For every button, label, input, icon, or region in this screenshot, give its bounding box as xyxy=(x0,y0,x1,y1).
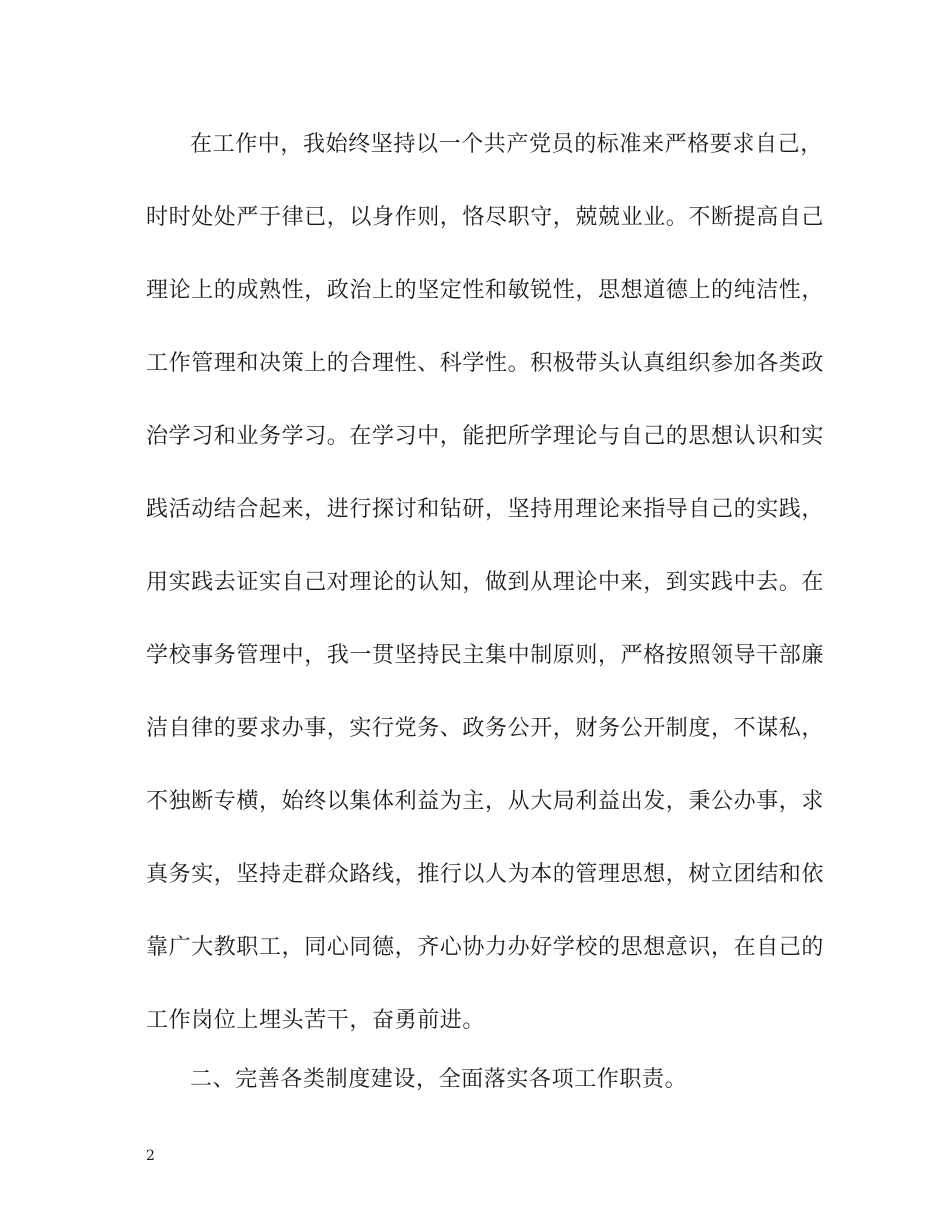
paragraph-line: 用实践去证实自己对理论的认知，做到从理论中来，到实践中去。在 xyxy=(146,570,825,595)
paragraph-line: 洁自律的要求办事，实行党务、政务公开，财务公开制度，不谋私， xyxy=(146,716,825,741)
paragraph-line: 不独断专横，始终以集体利益为主，从大局利益出发，秉公办事，求 xyxy=(146,789,825,814)
page-number: 2 xyxy=(146,1148,155,1164)
paragraph-line: 时时处处严于律已，以身作则，恪尽职守，兢兢业业。不断提高自己 xyxy=(146,205,825,230)
paragraph-line: 工作管理和决策上的合理性、科学性。积极带头认真组织参加各类政 xyxy=(146,351,825,376)
paragraph-line: 践活动结合起来，进行探讨和钻研，坚持用理论来指导自己的实践， xyxy=(146,497,825,522)
paragraph-line: 靠广大教职工，同心同德，齐心协力办好学校的思想意识，在自己的 xyxy=(146,935,825,960)
paragraph-line: 理论上的成熟性，政治上的坚定性和敏锐性，思想道德上的纯洁性， xyxy=(146,278,825,303)
paragraph-line: 工作岗位上埋头苦干，奋勇前进。 xyxy=(146,1008,486,1033)
paragraph-line: 治学习和业务学习。在学习中，能把所学理论与自己的思想认识和实 xyxy=(146,424,825,449)
paragraph-line: 真务实，坚持走群众路线，推行以人为本的管理思想，树立团结和依 xyxy=(146,862,825,887)
section-heading: 二、完善各类制度建设，全面落实各项工作职责。 xyxy=(190,1067,688,1092)
paragraph-line: 学校事务管理中，我一贯坚持民主集中制原则，严格按照领导干部廉 xyxy=(146,643,825,668)
paragraph-line: 在工作中，我始终坚持以一个共产党员的标准来严格要求自己， xyxy=(190,132,823,157)
